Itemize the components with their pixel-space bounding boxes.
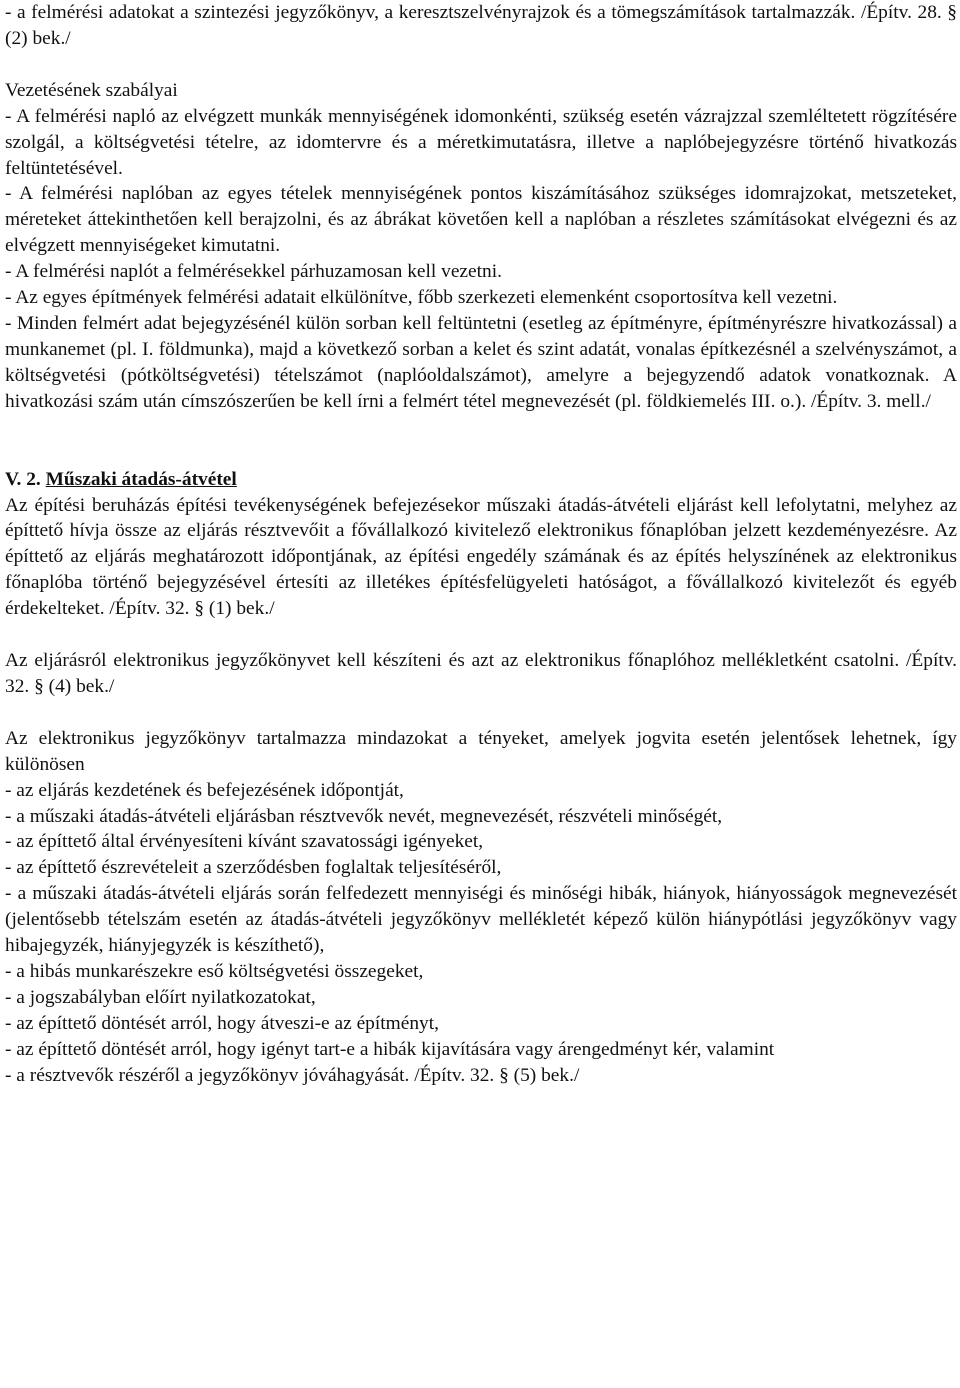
handover-paragraph-1: Az építési beruházás építési tevékenységének befejezésekor műszaki átadás-átvételi eljárást kell lefolytatni, melyhez az építtető hívja össze az eljárás résztvevőit a fővállalkozó kivitelező elektronikus főnaplóban jelzett kezdeményezésre. Az építtető az eljárás meghatározott időpontjának, az építési engedély számának és az építés helyszínének az elektronikus főnaplóba történő bejegyzésével értesíti az illetékes építésfelügyeleti hatóságot, a fővállalkozó kivitelezőt és egyéb érdekelteket. /Építv. 32. § (1) bek./ <box>5 494 957 620</box>
rules-item-4: - Az egyes építmények felmérési adatait elkülönítve, főbb szerkezeti elemenként csoportosítva kell vezetni. <box>5 287 838 309</box>
rules-item-5: - Minden felmért adat bejegyzésénél külön sorban kell feltüntetni (esetleg az építményre, építményrészre hivatkozással) a munkanemet (pl. I. földmunka), majd a következő sorban a kelet és szint adatát, vonalas építkezésnél a szelvényszámot, a költségvetési (pótköltségvetési) tételszámot (naplóoldalszámot), amelyre a bejegyzendő adatok vonatkoznak. A hivatkozási szám után címszószerűen be kell írni a felmért tétel megnevezését (pl. földkiemelés III. o.). /Építv. 3. mell./ <box>5 312 957 412</box>
spacer <box>5 415 957 467</box>
handover-paragraph-3: Az elektronikus jegyzőkönyv tartalmazza mindazokat a tényeket, amelyek jogvita esetén jelentősek lehetnek, így különösen <box>5 727 957 775</box>
protocol-list-item: - a műszaki átadás-átvételi eljárás során felfedezett mennyiségi és minőségi hibák, hiányok, hiányosságok megnevezését (jelentősebb tételszám esetén az átadás-átvételi jegyzőkönyv mellékletét képező külön hiánypótlási jegyzőkönyv vagy hibajegyzék, hiányjegyzék is készíthető), <box>5 883 957 957</box>
spacer <box>5 52 957 78</box>
protocol-list-item: - a résztvevők részéről a jegyzőkönyv jóváhagyását. /Építv. 32. § (5) bek./ <box>5 1064 580 1086</box>
spacer <box>5 700 957 726</box>
section-number: V. 2. <box>5 468 41 490</box>
protocol-list-item: - az építtető által érvényesíteni kívánt szavatossági igényeket, <box>5 831 484 853</box>
section-title: Műszaki átadás-átvétel <box>45 468 237 490</box>
handover-paragraph-2: Az eljárásról elektronikus jegyzőkönyvet kell készíteni és azt az elektronikus főnaplóhoz mellékletként csatolni. /Építv. 32. § (4) bek./ <box>5 650 957 697</box>
intro-paragraph: - a felmérési adatokat a szintezési jegyzőkönyv, a keresztszelvényrajzok és a tömegszámítások tartalmazzák. /Építv. 28. § (2) bek./ <box>5 2 957 49</box>
protocol-list-item: - az építtető döntését arról, hogy átveszi-e az építményt, <box>5 1012 439 1034</box>
protocol-list-item: - az eljárás kezdetének és befejezésének időpontját, <box>5 779 404 801</box>
protocol-list-item: - a jogszabályban előírt nyilatkozatokat, <box>5 986 316 1008</box>
protocol-list-item: - az építtető észrevételeit a szerződésben foglaltak teljesítéséről, <box>5 857 502 879</box>
protocol-list-item: - a műszaki átadás-átvételi eljárásban résztvevők nevét, megnevezését, részvételi minőségét, <box>5 805 723 827</box>
rules-item-2: - A felmérési naplóban az egyes tételek mennyiségének pontos kiszámításához szükséges idomrajzokat, metszeteket, méreteket áttekinthetően kell berajzolni, és az ábrákat követően kell a naplóban a részletes számításokat elvégezni és az elvégzett mennyiségeket kimutatni. <box>5 183 957 257</box>
section-heading <box>5 467 957 493</box>
rules-item-3: - A felmérési naplót a felmérésekkel párhuzamosan kell vezetni. <box>5 261 502 283</box>
document-page <box>5 0 957 1089</box>
rules-item-1: - A felmérési napló az elvégzett munkák mennyiségének idomonkénti, szükség esetén vázrajzzal szemléltetett rögzítésére szolgál, a költségvetési tételre, az idomtervre és a méretkimutatásra, illetve a naplóbejegyzésre történő hivatkozás feltüntetésével. <box>5 105 957 179</box>
protocol-list-item: - az építtető döntését arról, hogy igényt tart-e a hibák kijavítására vagy árengedményt kér, valamint <box>5 1038 775 1060</box>
spacer <box>5 622 957 648</box>
section-rules-title: Vezetésének szabályai <box>5 79 178 101</box>
protocol-list-item: - a hibás munkarészekre eső költségvetési összegeket, <box>5 961 424 982</box>
